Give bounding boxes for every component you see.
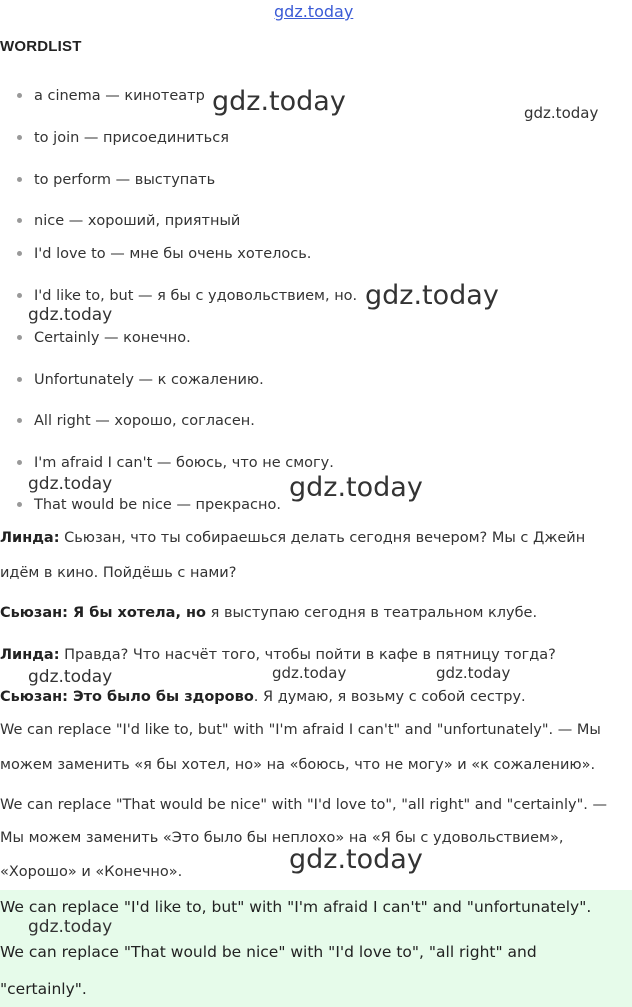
explanation-line: «Хорошо» и «Конечно». — [0, 864, 183, 880]
bullet-icon — [17, 460, 22, 465]
bullet-icon — [17, 251, 22, 256]
watermark: gdz.today — [289, 844, 423, 875]
explanation-line: We can replace "I'd like to, but" with "I'm afraid I can't" and "unfortunately". — Мы — [0, 722, 601, 738]
watermark: gdz.today — [28, 667, 113, 687]
wordlist-heading: WORDLIST — [0, 38, 82, 55]
wordlist-item: to perform — выступать — [17, 172, 215, 188]
watermark: gdz.today — [28, 917, 113, 937]
wordlist-item: All right — хорошо, согласен. — [17, 413, 255, 429]
wordlist-item: I'd like to, but — я бы с удовольствием, но. — [17, 288, 357, 304]
explanation-line: Мы можем заменить «Это было бы неплохо» на «Я бы с удовольствием», — [0, 830, 564, 846]
dialogue-line: Линда: Сьюзан, что ты собираешься делать сегодня вечером? Мы с Джейн — [0, 530, 586, 546]
answer-line: "certainly". — [0, 980, 87, 998]
watermark: gdz.today — [28, 474, 113, 494]
watermark: gdz.today — [289, 472, 423, 503]
bullet-icon — [17, 177, 22, 182]
bullet-icon — [17, 218, 22, 223]
bullet-icon — [17, 293, 22, 298]
wordlist-item: Unfortunately — к сожалению. — [17, 372, 264, 388]
wordlist-item: a cinema — кинотеатр — [17, 88, 205, 104]
wordlist-item: That would be nice — прекрасно. — [17, 497, 281, 513]
watermark: gdz.today — [365, 280, 499, 311]
bullet-icon — [17, 418, 22, 423]
bullet-icon — [17, 135, 22, 140]
bullet-icon — [17, 335, 22, 340]
explanation-line: We can replace "That would be nice" with "I'd love to", "all right" and "certainly". — — [0, 797, 607, 813]
dialogue-line: Линда: Правда? Что насчёт того, чтобы пойти в кафе в пятницу тогда? — [0, 647, 556, 663]
bullet-icon — [17, 93, 22, 98]
bullet-icon — [17, 502, 22, 507]
watermark: gdz.today — [436, 664, 511, 682]
bullet-icon — [17, 377, 22, 382]
answer-line: We can replace "I'd like to, but" with "I'm afraid I can't" and "unfortunately". — [0, 898, 592, 916]
wordlist-item: I'd love to — мне бы очень хотелось. — [17, 246, 311, 262]
wordlist-item: Certainly — конечно. — [17, 330, 191, 346]
wordlist-item: nice — хороший, приятный — [17, 213, 240, 229]
site-link[interactable]: gdz.today — [274, 2, 354, 21]
wordlist-item: to join — присоединиться — [17, 130, 229, 146]
dialogue-line: Сьюзан: Я бы хотела, но я выступаю сегодня в театральном клубе. — [0, 605, 538, 621]
watermark: gdz.today — [272, 664, 347, 682]
wordlist-item: I'm afraid I can't — боюсь, что не смогу. — [17, 455, 334, 471]
dialogue-line: Сьюзан: Это было бы здорово. Я думаю, я возьму с собой сестру. — [0, 689, 526, 705]
dialogue-line: идём в кино. Пойдёшь с нами? — [0, 565, 237, 581]
watermark: gdz.today — [212, 86, 346, 117]
answer-line: We can replace "That would be nice" with "I'd love to", "all right" and — [0, 943, 537, 961]
watermark: gdz.today — [28, 305, 113, 325]
watermark: gdz.today — [524, 104, 599, 122]
explanation-line: можем заменить «я бы хотел, но» на «боюсь, что не могу» и «к сожалению». — [0, 757, 596, 773]
